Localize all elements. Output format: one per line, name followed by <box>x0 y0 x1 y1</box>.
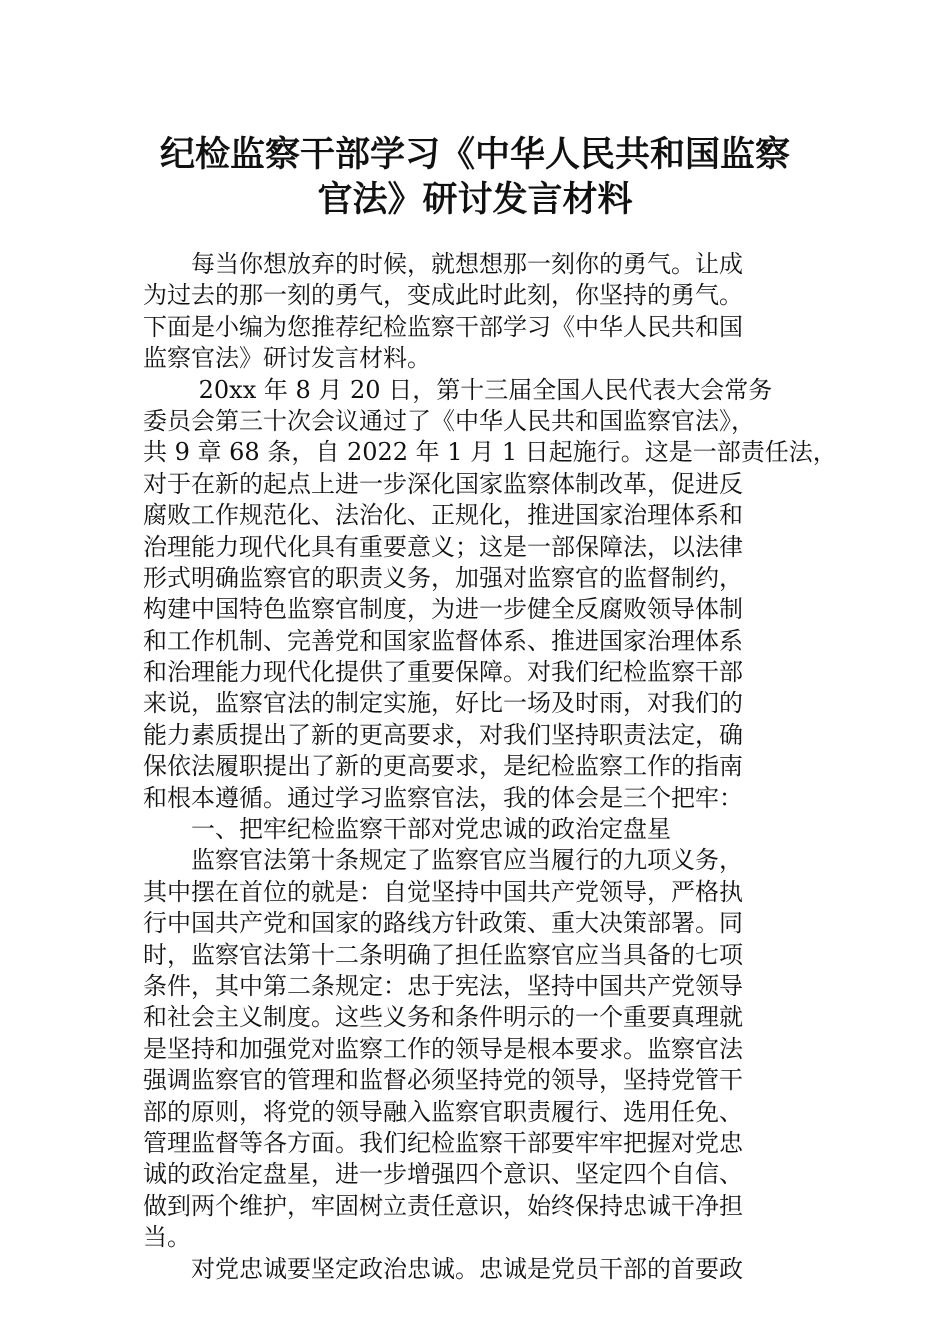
body-line: 当。 <box>143 1223 191 1252</box>
body-line: 为过去的那一刻的勇气，变成此时此刻，你坚持的勇气。 <box>143 281 743 310</box>
body-line: 强调监察官的管理和监督必须坚持党的领导，坚持党管干 <box>143 1066 743 1095</box>
body-line: 对党忠诚要坚定政治忠诚。忠诚是党员干部的首要政 <box>143 1254 743 1283</box>
body-line: 下面是小编为您推荐纪检监察干部学习《中华人民共和国 <box>143 312 743 341</box>
body-line: 部的原则，将党的领导融入监察官职责履行、选用任免、 <box>143 1097 743 1126</box>
body-line: 构建中国特色监察官制度，为进一步健全反腐败领导体制 <box>143 595 743 624</box>
body-line: 对于在新的起点上进一步深化国家监察体制改革，促进反 <box>143 469 743 498</box>
body-line: 每当你想放弃的时候，就想想那一刻你的勇气。让成 <box>143 250 743 278</box>
body-line: 行中国共产党和国家的路线方针政策、重大决策部署。同 <box>143 909 743 938</box>
body-line: 和根本遵循。通过学习监察官法，我的体会是三个把牢： <box>143 783 743 812</box>
body-line: 是坚持和加强党对监察工作的领导是根本要求。监察官法 <box>143 1034 743 1063</box>
title-line: 官法》研讨发言材料 <box>317 180 633 220</box>
body-line: 和社会主义制度。这些义务和条件明示的一个重要真理就 <box>143 1003 743 1032</box>
body-line: 保依法履职提出了新的更高要求，是纪检监察工作的指南 <box>143 752 743 781</box>
body-line: 形式明确监察官的职责义务，加强对监察官的监督制约， <box>143 563 743 592</box>
body-line: 委员会第三十次会议通过了《中华人民共和国监察官法》， <box>143 406 755 435</box>
body-line: 能力素质提出了新的更高要求，对我们坚持职责法定，确 <box>143 720 743 749</box>
body-line: 监察官法第十条规定了监察官应当履行的九项义务， <box>143 846 743 875</box>
body-line: 治理能力现代化具有重要意义；这是一部保障法，以法律 <box>143 532 743 561</box>
body-line: 监察官法》研讨发言材料。 <box>143 344 431 373</box>
body-line: 管理监督等各方面。我们纪检监察干部要牢牢把握对党忠 <box>143 1128 743 1157</box>
body-line: 和治理能力现代化提供了重要保障。对我们纪检监察干部 <box>143 658 743 687</box>
body-line: 诚的政治定盘星，进一步增强四个意识、坚定四个自信、 <box>143 1160 743 1189</box>
body-line: 和工作机制、完善党和国家监督体系、推进国家治理体系 <box>143 626 743 655</box>
body-line: 共 9 章 68 条，自 2022 年 1 月 1 日起施行。这是一部责任法， <box>143 438 837 467</box>
section-heading: 一、把牢纪检监察干部对党忠诚的政治定盘星 <box>143 815 671 844</box>
document-body <box>143 249 837 1285</box>
document-title <box>120 133 830 223</box>
body-line: 20xx 年 8 月 20 日，第十三届全国人民代表大会常务 <box>143 375 773 404</box>
body-line: 条件，其中第二条规定：忠于宪法，坚持中国共产党领导 <box>143 971 743 1000</box>
body-line: 来说，监察官法的制定实施，好比一场及时雨，对我们的 <box>143 689 743 718</box>
body-line: 其中摆在首位的就是：自觉坚持中国共产党领导，严格执 <box>143 877 743 906</box>
body-line: 腐败工作规范化、法治化、正规化，推进国家治理体系和 <box>143 501 743 530</box>
body-line: 做到两个维护，牢固树立责任意识，始终保持忠诚干净担 <box>143 1191 743 1220</box>
body-line: 时，监察官法第十二条明确了担任监察官应当具备的七项 <box>143 940 743 969</box>
title-line: 纪检监察干部学习《中华人民共和国监察 <box>159 135 790 175</box>
